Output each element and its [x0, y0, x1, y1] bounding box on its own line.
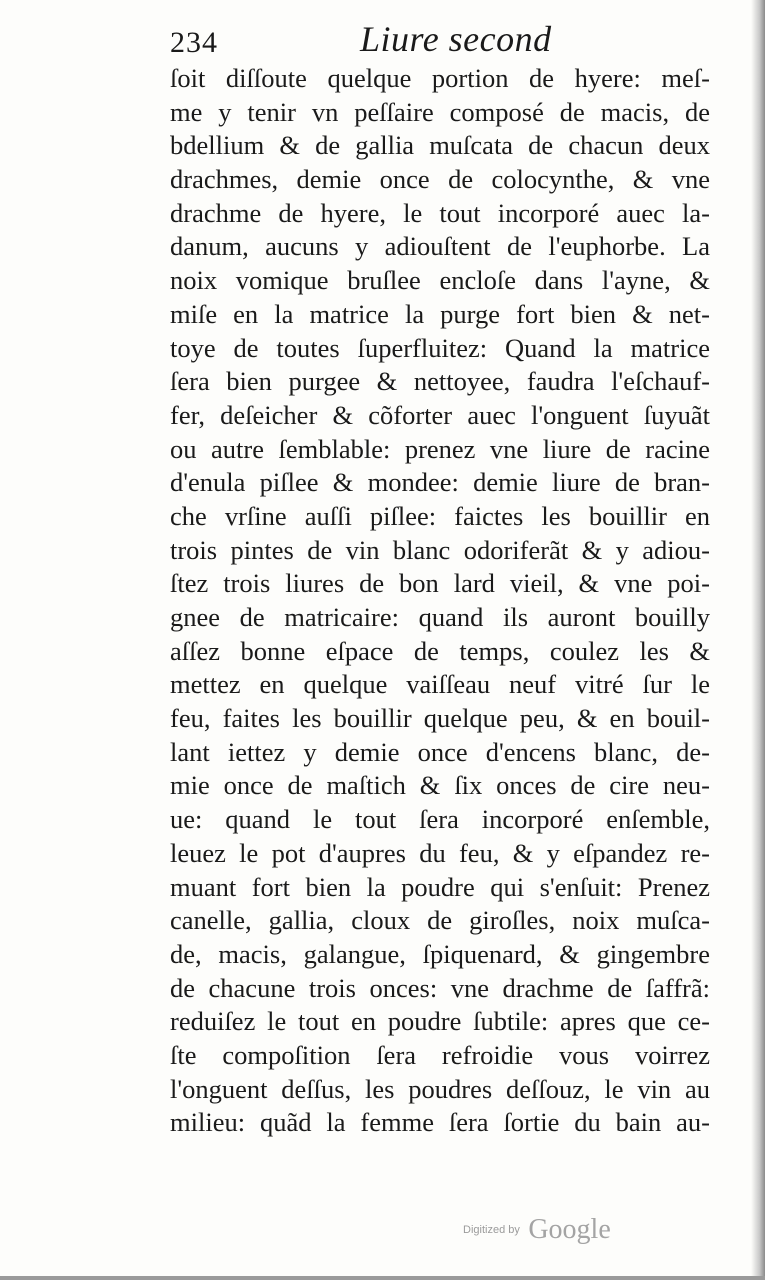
text-line: gnee de matricaire: quand ils auront bouilly	[170, 602, 710, 632]
text-line: ſte compoſition ſera refroidie vous voirrez	[170, 1039, 710, 1070]
watermark-prefix: Digitized by	[463, 1224, 520, 1236]
text-line: ſera bien purgee & nettoyee, faudra l'eſchauf-	[170, 366, 710, 397]
text-line: drachme de hyere, le tout incorporé auec la-	[170, 197, 710, 228]
page-header	[170, 18, 710, 62]
scan-edge-bottom	[0, 1276, 765, 1280]
text-line: aſſez bonne eſpace de temps, coulez les &	[170, 635, 710, 666]
text-line: d'enula piſlee & mondee: demie liure de bran-	[170, 467, 710, 498]
page-number: 234	[170, 26, 218, 59]
text-line: reduiſez le tout en poudre ſubtile: apres que ce-	[170, 1006, 710, 1037]
text-line: noix vomique bruſlee encloſe dans l'ayne, &	[170, 265, 710, 296]
text-line: de chacune trois onces: vne drachme de ſaffrã:	[170, 972, 710, 1003]
text-line: danum, aucuns y adiouſtent de l'euphorbe. La	[170, 231, 710, 262]
text-line: ſoit diſſoute quelque portion de hyere: meſ-	[170, 63, 710, 93]
text-line: mie once de maſtich & ſix onces de cire neu-	[170, 770, 710, 801]
text-line: miſe en la matrice la purge fort bien & net-	[170, 298, 710, 329]
text-line: ou autre ſemblable: prenez vne liure de racine	[170, 433, 710, 464]
scan-edge-right	[751, 0, 765, 1280]
text-line: trois pintes de vin blanc odoriferãt & y adiou-	[170, 534, 710, 565]
text-line: toye de toutes ſuperfluitez: Quand la matrice	[170, 332, 710, 363]
text-line: bdellium & de gallia muſcata de chacun deux	[170, 130, 710, 161]
text-line: leuez le pot d'aupres du feu, & y eſpandez re-	[170, 837, 710, 868]
text-line: me y tenir vn peſſaire composé de macis, de	[170, 96, 710, 127]
body-text	[170, 62, 710, 1140]
text-line: ue: quand le tout ſera incorporé enſemble,	[170, 804, 710, 835]
text-line: feu, faites les bouillir quelque peu, & en bouil-	[170, 703, 710, 734]
text-line: l'onguent deſſus, les poudres deſſouz, le vin au	[170, 1073, 710, 1104]
digitized-watermark	[463, 1214, 611, 1246]
text-line: milieu: quãd la femme ſera ſortie du bain au-	[170, 1107, 710, 1138]
running-title: Liure second	[360, 19, 552, 59]
text-line: fer, deſeicher & cõforter auec l'onguent ſuyuãt	[170, 399, 710, 430]
text-line: canelle, gallia, cloux de giroſles, noix muſca-	[170, 905, 710, 936]
watermark-brand: Google	[528, 1214, 611, 1245]
text-line: de, macis, galangue, ſpiquenard, & gingembre	[170, 938, 710, 969]
text-line: che vrſine auſſi piſlee: faictes les bouillir en	[170, 500, 710, 531]
text-line: muant fort bien la poudre qui s'enſuit: Prenez	[170, 871, 710, 902]
text-line: lant iettez y demie once d'encens blanc, de-	[170, 736, 710, 767]
text-line: drachmes, demie once de colocynthe, & vne	[170, 164, 710, 195]
text-line: ſtez trois liures de bon lard vieil, & vne poi-	[170, 568, 710, 599]
text-line: mettez en quelque vaiſſeau neuf vitré ſur le	[170, 669, 710, 700]
